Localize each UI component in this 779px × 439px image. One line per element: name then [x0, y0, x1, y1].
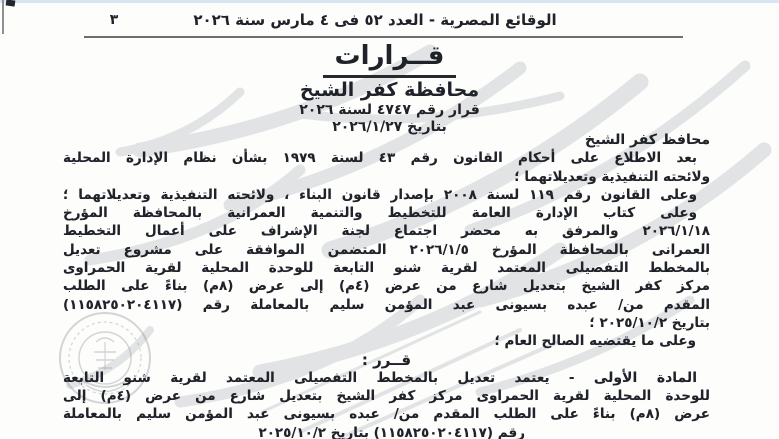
journal-title: الوقائع المصرية - العدد ٥٢ فى ٤ مارس سنة ٢٠٢٦: [193, 11, 557, 29]
decree-number: قرار رقم ٤٧٤٧ لسنة ٢٠٢٦: [299, 102, 480, 118]
body-line: بالمخطط التفصيلى المعتمد لقرية شنو التابعة للوحدة المحلية لقرية الحمراوى: [63, 260, 710, 277]
body-line: وعلى كتاب الإدارة العامة للتخطيط والتنمية العمرانية بالمحافظة المؤرخ: [63, 205, 697, 222]
salutation: محافظ كفر الشيخ: [585, 132, 710, 148]
body-line: وعلى القانون رقم ١١٩ لسنة ٢٠٠٨ بإصدار قانون البناء ، ولائحته التنفيذية وتعديلاتهما ؛: [63, 186, 698, 203]
scan-artifact-line: [2, 0, 4, 34]
article-1-line: عرض (⁦٨م⁩) بناءً على الطلب المقدم من/ عبده بسيونى عبد المؤمن سليم بالمعاملة: [63, 406, 711, 423]
scan-top-strip: [0, 0, 779, 3]
body-line: ٢٠٢٦/١/١٨ والمرفق به محضر اجتماع لجنة الإشراف على أعمال التخطيط: [63, 223, 710, 240]
header-rule: [84, 36, 683, 38]
decree-date: بتاريخ ٢٠٢٦/١/٢٧: [332, 119, 447, 135]
article-1-label: المادة الأولى: [593, 369, 697, 386]
body-line: وعلى ما يقتضيه الصالح العام ؛: [494, 333, 696, 350]
decision-word: قــرر :: [361, 350, 412, 369]
article-1-intro-text: - يعتمد تعديل بالمخطط التفصيلى المعتمد لقرية شنو التابعة: [63, 369, 594, 386]
scan-artifact-mark: [6, 0, 16, 7]
body-line: ولائحته التنفيذية وتعديلاتهما ؛: [514, 168, 710, 185]
body-line: مركز كفر الشيخ بتعديل شارع من عرض (⁦٤م⁩) إلى عرض (⁦٨م⁩) بناءً على الطلب: [63, 278, 710, 295]
body-line: المقدم من/ عبده بسيونى عبد المؤمن سليم بالمعاملة رقم (١١٥٨٢٥٠٢٠٤١١٧): [63, 296, 710, 313]
section-title: قــرارات: [323, 42, 457, 78]
section-title-wrap: [0, 42, 779, 78]
article-1-intro: [63, 369, 710, 387]
authority-title: محافظة كفر الشيخ: [299, 79, 480, 101]
body-line: بعد الاطلاع على أحكام القانون رقم ٤٣ لسنة ١٩٧٩ بشأن نظام الإدارة المحلية: [63, 150, 698, 167]
body-line: العمرانى بالمحافظة المؤرخ ٢٠٢٦/١/٥ المتضمن الموافقة على مشروع تعديل: [63, 241, 710, 258]
article-1-line: للوحدة المحلية لقرية الحمراوى مركز كفر الشيخ بتعديل شارع من عرض (⁦٤م⁩) إلى: [63, 388, 710, 405]
article-1-line: رقم (١١٥٨٢٥٠٢٠٤١١٧) بتاريخ ٢٠٢٥/١٠/٢: [258, 424, 525, 439]
body-line: بتاريخ ٢٠٢٥/١٠/٢ ؛: [589, 314, 710, 331]
page-number: ٣: [109, 12, 119, 28]
decree-body: [63, 131, 710, 439]
